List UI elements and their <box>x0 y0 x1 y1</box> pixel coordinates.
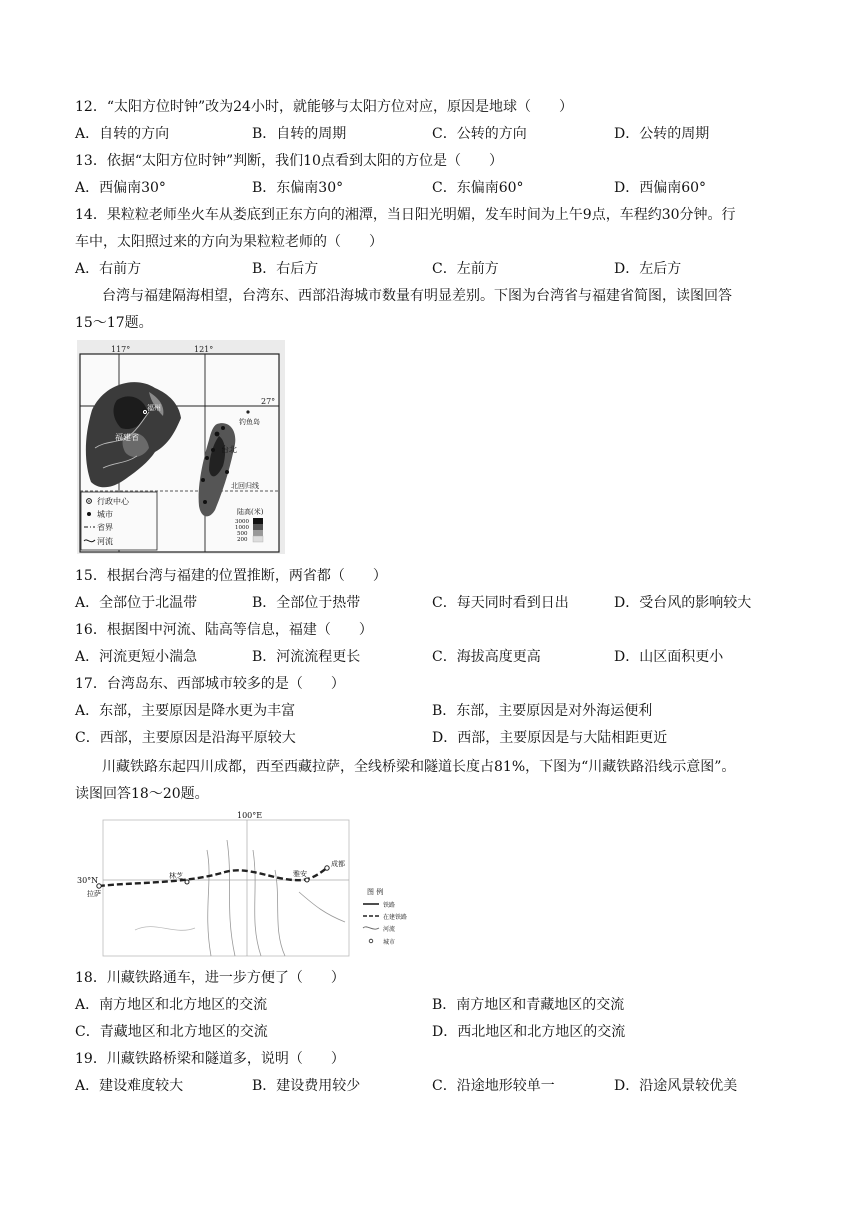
q18-option-b: B．南方地区和青藏地区的交流 <box>432 997 625 1013</box>
elevation-legend-title: 陆高(米) <box>237 508 264 516</box>
fujian-label: 福建省 <box>115 433 139 442</box>
q14-option-a: A．右前方 <box>75 261 142 277</box>
q19-option-a: A．建设难度较大 <box>75 1078 184 1094</box>
legend-river: 河流 <box>383 926 396 933</box>
q14-option-b: B．右后方 <box>252 261 319 277</box>
elev-500: 500 <box>237 531 248 537</box>
lhasa-label: 拉萨 <box>87 890 101 898</box>
legend-railway: 铁路 <box>383 902 396 909</box>
q14-option-c: C．左前方 <box>432 261 499 277</box>
fuzhou-label: 福州 <box>147 404 161 412</box>
chengdu-label: 成都 <box>331 860 345 868</box>
q15-option-d: D．受台风的影响较大 <box>614 595 752 611</box>
q12-option-a: A．自转的方向 <box>75 126 170 142</box>
q14-option-d: D．左后方 <box>614 261 682 277</box>
q12-option-d: D．公转的周期 <box>614 126 710 142</box>
legend-city: 城市 <box>97 510 113 519</box>
q19-option-d: D．沿途风景较优美 <box>614 1078 738 1094</box>
legend-river: 河流 <box>97 537 113 546</box>
q15-option-a: A．全部位于北温带 <box>75 595 198 611</box>
q18-option-a: A．南方地区和北方地区的交流 <box>75 997 268 1013</box>
q19-option-c: C．沿途地形较单一 <box>432 1078 555 1094</box>
question-16-stem: 16．根据图中河流、陆高等信息，福建（ ） <box>75 622 373 638</box>
legend-admin-center: 行政中心 <box>97 497 129 506</box>
elev-200: 200 <box>237 537 248 543</box>
q17-option-a: A．东部，主要原因是降水更为丰富 <box>75 703 296 719</box>
question-19-stem: 19．川藏铁路桥梁和隧道多，说明（ ） <box>75 1051 345 1067</box>
q16-option-a: A．河流更短小湍急 <box>75 649 198 665</box>
lon-117-label: 117° <box>111 345 131 354</box>
legend-railway-under-construction: 在建铁路 <box>383 914 408 921</box>
intro-15-17-line1: 台湾与福建隔海相望，台湾东、西部沿海城市数量有明显差别。下图为台湾省与福建省简图，读图回答 <box>102 288 732 304</box>
q18-option-d: D．西北地区和北方地区的交流 <box>432 1024 626 1040</box>
lat-27-label: 27° <box>261 397 276 406</box>
q17-option-c: C．西部，主要原因是沿海平原较大 <box>75 730 296 746</box>
q13-option-a: A．西偏南30° <box>75 180 166 196</box>
question-13-stem: 13．依据“太阳方位时钟”判断，我们10点看到太阳的方位是（ ） <box>75 153 503 169</box>
question-18-stem: 18．川藏铁路通车，进一步方便了（ ） <box>75 970 345 986</box>
elev-1000: 1000 <box>235 525 249 531</box>
q13-option-b: B．东偏南30° <box>252 180 344 196</box>
q13-option-c: C．东偏南60° <box>432 180 524 196</box>
taibei-label: 台北 <box>221 445 237 454</box>
q16-option-d: D．山区面积更小 <box>614 649 724 665</box>
intro-18-20-line1: 川藏铁路东起四川成都，西至西藏拉萨，全线桥梁和隧道长度占81%，下图为“川藏铁路沿线示意图”。 <box>102 759 736 775</box>
legend-title: 图 例 <box>367 888 384 896</box>
taiwan-fujian-map <box>77 340 285 554</box>
question-15-stem: 15．根据台湾与福建的位置推断，两省都（ ） <box>75 568 387 584</box>
question-12-stem: 12．“太阳方位时钟”改为24小时，就能够与太阳方位对应，原因是地球（ ） <box>75 99 573 115</box>
q18-option-c: C．青藏地区和北方地区的交流 <box>75 1024 268 1040</box>
intro-15-17-line2: 15～17题。 <box>75 315 153 331</box>
question-14-stem-line2: 车中，太阳照过来的方向为果粒粒老师的（ ） <box>75 234 383 250</box>
lat-30n-label: 30°N <box>77 876 99 885</box>
question-14-stem-line1: 14．果粒粒老师坐火车从娄底到正东方向的湘潭，当日阳光明媚，发车时间为上午9点，车程约30分钟。行 <box>75 207 736 223</box>
q15-option-c: C．每天同时看到日出 <box>432 595 569 611</box>
legend-city: 城市 <box>383 939 396 946</box>
sichuan-tibet-railway-map <box>75 810 430 960</box>
linzhi-label: 林芝 <box>169 872 183 880</box>
tropic-label: 北回归线 <box>231 482 259 490</box>
q12-option-b: B．自转的周期 <box>252 126 347 142</box>
lon-121-label: 121° <box>194 345 214 354</box>
q17-option-b: B．东部，主要原因是对外海运便利 <box>432 703 653 719</box>
q13-option-d: D．西偏南60° <box>614 180 707 196</box>
q17-option-d: D．西部，主要原因是与大陆相距更近 <box>432 730 668 746</box>
q12-option-c: C．公转的方向 <box>432 126 527 142</box>
question-17-stem: 17．台湾岛东、西部城市较多的是（ ） <box>75 676 345 692</box>
elev-3000: 3000 <box>235 519 249 525</box>
q19-option-b: B．建设费用较少 <box>252 1078 361 1094</box>
legend-province-border: 省界 <box>97 523 113 532</box>
diaoyu-label: 钓鱼岛 <box>239 418 260 426</box>
q16-option-b: B．河流流程更长 <box>252 649 361 665</box>
lon-100e-label: 100°E <box>237 811 263 820</box>
q16-option-c: C．海拔高度更高 <box>432 649 541 665</box>
yaan-label: 雅安 <box>293 870 307 878</box>
intro-18-20-line2: 读图回答18～20题。 <box>75 786 209 802</box>
q15-option-b: B．全部位于热带 <box>252 595 361 611</box>
